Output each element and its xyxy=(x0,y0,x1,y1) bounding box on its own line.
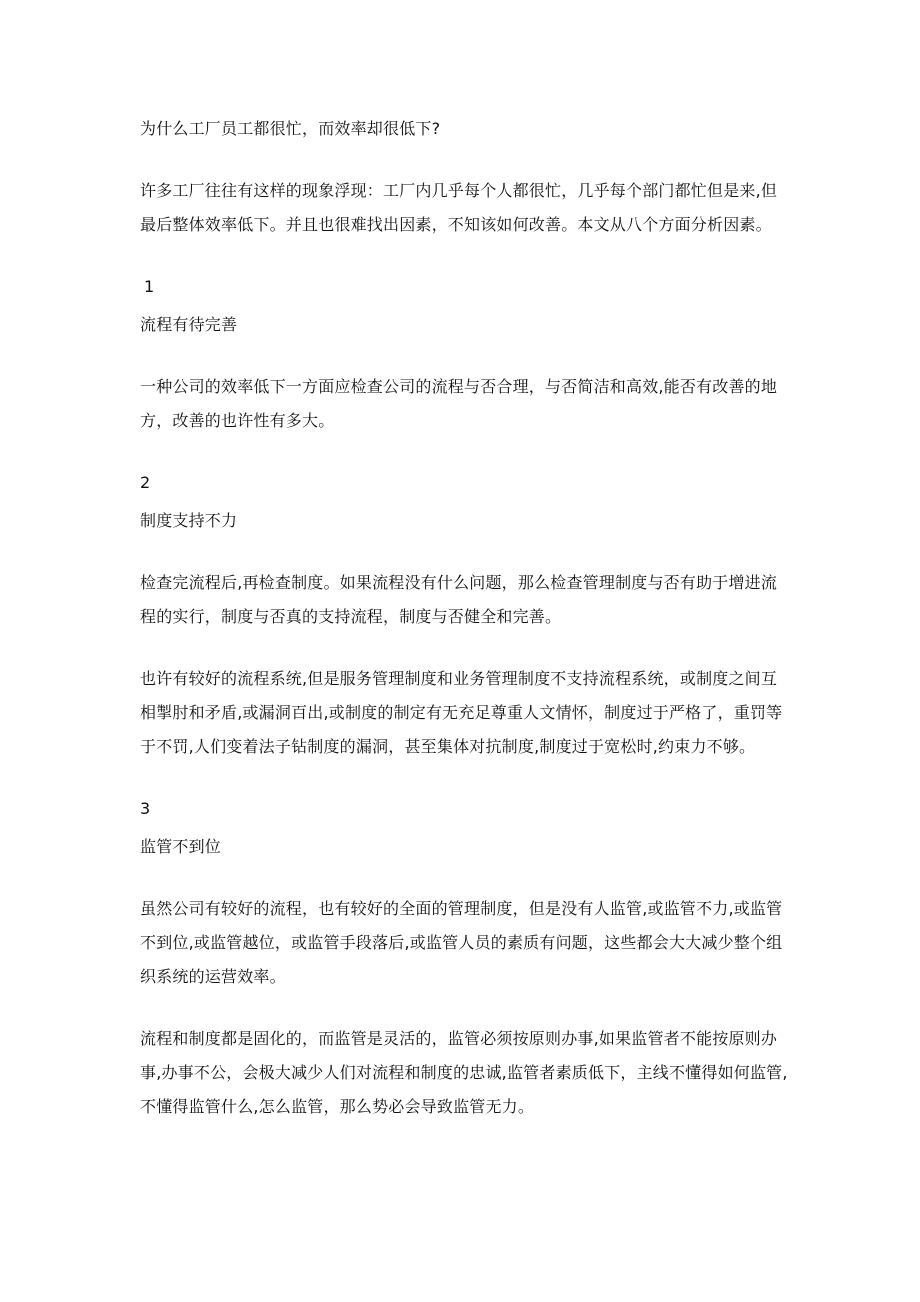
section-heading: 流程有待完善 xyxy=(140,315,238,334)
document-content xyxy=(140,112,790,1152)
section-paragraph: 一种公司的效率低下一方面应检查公司的流程与否合理，与否简洁和高效,能否有改善的地方，改善的也许性有多大。 xyxy=(140,377,778,430)
section-heading: 监管不到位 xyxy=(140,837,222,856)
section-paragraph: 也许有较好的流程系统,但是服务管理制度和业务管理制度不支持流程系统，或制度之间互相掣肘和矛盾,或漏洞百出,或制度的制定有无充足尊重人文情怀，制度过于严格了，重罚等于不罚,人们变着法子钻制度的漏洞，甚至集体对抗制度,制度过于宽松时,约束力不够。 xyxy=(140,669,783,756)
intro-paragraph: 许多工厂往往有这样的现象浮现：工厂内几乎每个人都很忙，几乎每个部门都忙但是来,但最后整体效率低下。并且也很难找出因素，不知该如何改善。本文从八个方面分析因素。 xyxy=(140,181,778,234)
section-paragraph: 流程和制度都是固化的，而监管是灵活的，监管必须按原则办事,如果监管者不能按原则办事,办事不公，会极大减少人们对流程和制度的忠诚,监管者素质低下，主线不懂得如何监管,不懂得监管什么,怎么监管，那么势必会导致监管无力。 xyxy=(140,1029,788,1116)
section-heading: 制度支持不力 xyxy=(140,511,238,530)
document-title: 为什么工厂员工都很忙，而效率却很低下? xyxy=(140,119,441,138)
section-number: 1 xyxy=(144,277,155,296)
section-number: 3 xyxy=(140,799,151,818)
section-paragraph: 检查完流程后,再检查制度。如果流程没有什么问题，那么检查管理制度与否有助于增进流程的实行，制度与否真的支持流程，制度与否健全和完善。 xyxy=(140,573,778,626)
section-paragraph: 虽然公司有较好的流程，也有较好的全面的管理制度，但是没有人监管,或监管不力,或监管不到位,或监管越位，或监管手段落后,或监管人员的素质有问题，这些都会大大减少整个组织系统的运营效率。 xyxy=(140,899,783,986)
section-number: 2 xyxy=(140,473,151,492)
